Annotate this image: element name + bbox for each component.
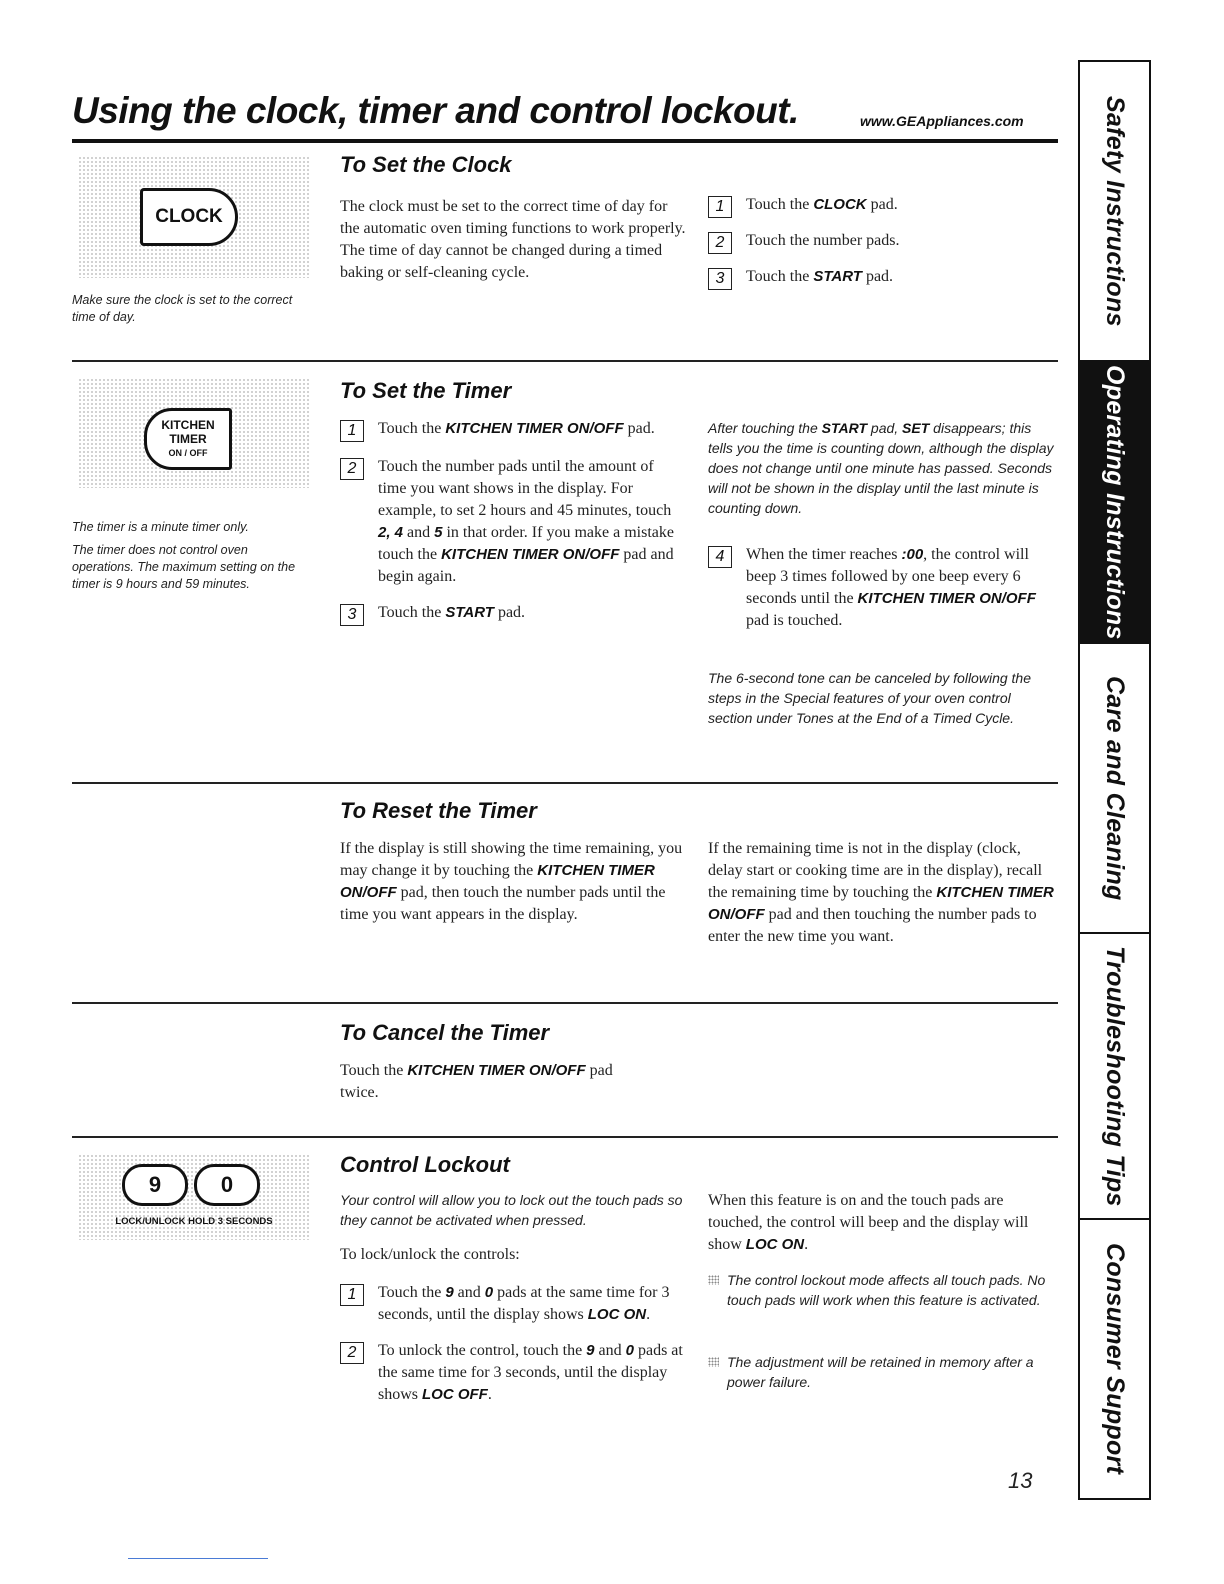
- timer-step-4-block: [708, 544, 1054, 646]
- lockout-bullet-1: The control lockout mode affects all touch pads. No touch pads will work when this feature is activated.: [708, 1270, 1048, 1310]
- step-number: 2: [708, 232, 732, 254]
- clock-pad-label: CLOCK: [155, 206, 223, 227]
- set-clock-heading: To Set the Clock: [340, 152, 512, 177]
- section-divider: [72, 360, 1058, 362]
- cancel-timer-heading: To Cancel the Timer: [340, 1020, 550, 1045]
- lockout-bullet-2: The adjustment will be retained in memory after a power failure.: [708, 1352, 1048, 1392]
- step-number: 2: [340, 1342, 364, 1364]
- set-timer-heading: To Set the Timer: [340, 378, 512, 403]
- timer-pad-illustration: [78, 378, 310, 488]
- bullet-icon: [708, 1357, 719, 1367]
- footer-line: [128, 1558, 268, 1559]
- step-number: 1: [340, 420, 364, 442]
- timer-caption-2: The timer does not control oven operations. The maximum setting on the timer is 9 hours and 59 minutes.: [72, 543, 296, 591]
- step-text: Touch the KITCHEN TIMER ON/OFF pad.: [378, 420, 655, 437]
- timer-countdown-note: After touching the START pad, SET disappears; this tells you the time is counting down, although the display does not change until one minute has passed. Seconds will not be shown in the display until the last minute is counting down.: [708, 420, 1054, 516]
- tab-operating-instructions[interactable]: [1080, 362, 1149, 644]
- step-text: Touch the START pad.: [746, 268, 894, 285]
- lockout-steps: [340, 1282, 686, 1420]
- kitchen-timer-pad: [144, 408, 232, 470]
- tab-label: Care and Cleaning: [1101, 675, 1129, 901]
- clock-pad-illustration: [78, 156, 310, 278]
- tab-troubleshooting-tips[interactable]: [1080, 934, 1149, 1220]
- step-number: 3: [340, 604, 364, 626]
- pad-9: 9: [122, 1164, 188, 1206]
- set-clock-intro: The clock must be set to the correct time of day for the automatic oven timing functions to work properly. The time of day cannot be changed during a timed baking or self-cleaning cycle.: [340, 198, 686, 281]
- timer-pad-line-3: ON / OFF: [168, 448, 208, 458]
- clock-caption: Make sure the clock is set to the correct time of day.: [72, 293, 293, 324]
- tab-label: Consumer Support: [1101, 1243, 1129, 1475]
- step-text: When the timer reaches :00, the control will beep 3 times followed by one beep every 6 seconds until the KITCHEN TIMER ON/OFF pad is touched.: [746, 546, 1036, 629]
- step-number: 2: [340, 458, 364, 480]
- step-text: Touch the START pad.: [378, 604, 526, 621]
- lockout-pad-caption: LOCK/UNLOCK HOLD 3 SECONDS: [115, 1216, 273, 1227]
- section-tabs: [1078, 60, 1151, 1500]
- control-lockout-heading: Control Lockout: [340, 1152, 510, 1177]
- tab-label: Safety Instructions: [1101, 95, 1129, 327]
- timer-step-2: [340, 456, 686, 588]
- lockout-intro: Your control will allow you to lock out the touch pads so they cannot be activated when pressed.: [340, 1192, 683, 1228]
- reset-timer-heading: To Reset the Timer: [340, 798, 537, 823]
- step-text: Touch the number pads until the amount of time you want shows in the display. For example, to set 2 hours and 45 minutes, touch 2, 4 and 5 in that order. If you make a mistake touch the KITCHEN TIMER ON/OFF pad and begin again.: [378, 458, 674, 585]
- timer-step-3: [340, 602, 686, 626]
- page-title: Using the clock, timer and control lockout.: [72, 90, 799, 131]
- lockout-lead: To lock/unlock the controls:: [340, 1246, 520, 1263]
- step-text: Touch the number pads.: [746, 232, 900, 249]
- step-number: 1: [708, 196, 732, 218]
- step-number: 1: [340, 1284, 364, 1306]
- cancel-timer-text: Touch the KITCHEN TIMER ON/OFF pad twice.: [340, 1062, 613, 1101]
- pad-0: 0: [194, 1164, 260, 1206]
- header-rule: [72, 139, 1058, 143]
- section-divider: [72, 1002, 1058, 1004]
- reset-timer-left-text: If the display is still showing the time remaining, you may change it by touching the KITCHEN TIMER ON/OFF pad, then touch the number pads until the time you want appears in the display.: [340, 840, 683, 923]
- section-divider: [72, 1136, 1058, 1138]
- step-number: 3: [708, 268, 732, 290]
- tab-care-and-cleaning[interactable]: [1080, 644, 1149, 934]
- section-divider: [72, 782, 1058, 784]
- tab-label: Operating Instructions: [1101, 364, 1129, 640]
- step-text: Touch the 9 and 0 pads at the same time for 3 seconds, until the display shows LOC ON.: [378, 1284, 670, 1323]
- reset-timer-right-text: If the remaining time is not in the display (clock, delay start or cooking time are in the display), recall the remaining time by touching the KITCHEN TIMER ON/OFF pad and then touching the number pads to enter the new time you want.: [708, 840, 1054, 945]
- clock-pad: [140, 188, 238, 246]
- tab-consumer-support[interactable]: [1080, 1220, 1149, 1498]
- lockout-right-text: When this feature is on and the touch pads are touched, the control will beep and the display will show LOC ON.: [708, 1192, 1029, 1253]
- clock-step-1: [708, 194, 1048, 218]
- timer-pad-line-1: KITCHEN: [161, 418, 215, 432]
- timer-tone-note: The 6-second tone can be canceled by following the steps in the Special features of your oven control section under Tones at the End of a Timed Cycle.: [708, 670, 1031, 726]
- step-number: 4: [708, 546, 732, 568]
- bullet-icon: [708, 1275, 719, 1285]
- clock-step-2: [708, 230, 1048, 254]
- tab-safety-instructions[interactable]: [1080, 62, 1149, 362]
- lockout-step-1: [340, 1282, 686, 1326]
- timer-caption-1: The timer is a minute timer only.: [72, 520, 249, 534]
- lockout-step-2: [340, 1340, 686, 1406]
- timer-pad-line-2: TIMER: [169, 432, 207, 446]
- clock-step-3: [708, 266, 1048, 290]
- website-url[interactable]: www.GEAppliances.com: [860, 113, 1024, 129]
- lockout-pads-illustration: [78, 1154, 310, 1240]
- step-text: Touch the CLOCK pad.: [746, 196, 898, 213]
- set-clock-steps: [708, 194, 1048, 304]
- timer-step-1: [340, 418, 686, 442]
- step-text: To unlock the control, touch the 9 and 0 pads at the same time for 3 seconds, until the display shows LOC OFF.: [378, 1342, 683, 1403]
- timer-step-4: [708, 544, 1054, 632]
- tab-label: Troubleshooting Tips: [1101, 945, 1129, 1207]
- page-number: 13: [1008, 1468, 1033, 1493]
- set-timer-steps: [340, 418, 686, 640]
